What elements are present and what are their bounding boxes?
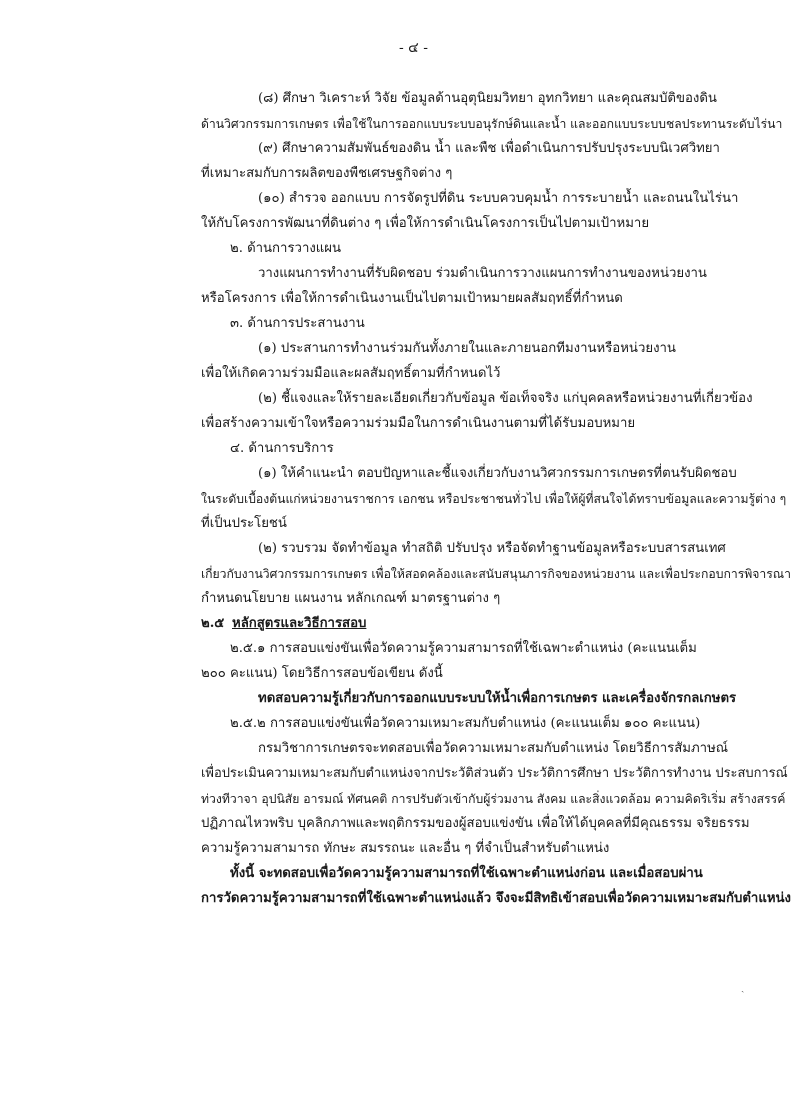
scan-speck: ˏ <box>741 982 745 993</box>
service-item-2-line-2: เกี่ยวกับงานวิศวกรรมการเกษตร เพื่อให้สอดคล้องและสนับสนุนภารกิจของหน่วยงาน และเพื่อประกอบการพิจารณา <box>201 567 791 581</box>
coordination-item-1-line-1: (๑) ประสานการทำงานร่วมกันทั้งภายในและภายนอกทีมงานหรือหน่วยงาน <box>258 341 676 356</box>
item-9-line-1: (๙) ศึกษาความสัมพันธ์ของดิน น้ำ และพืช เพื่อดำเนินการปรับปรุงระบบนิเวศวิทยา <box>258 141 720 156</box>
service-item-1-line-3: ที่เป็นประโยชน์ <box>201 516 287 531</box>
interview-line-2: เพื่อประเมินความเหมาะสมกับตำแหน่งจากประวัติส่วนตัว ประวัติการศึกษา ประวัติการทำงาน ประสบการณ์ <box>201 766 788 781</box>
coordination-item-2-line-2: เพื่อสร้างความเข้าใจหรือความร่วมมือในการดำเนินงานตามที่ได้รับมอบหมาย <box>201 416 636 431</box>
service-item-2-line-1: (๒) รวบรวม จัดทำข้อมูล ทำสถิติ ปรับปรุง หรือจัดทำฐานข้อมูลหรือระบบสารสนเทศ <box>258 541 726 556</box>
coordination-item-2-line-1: (๒) ชี้แจงและให้รายละเอียดเกี่ยวกับข้อมูล ข้อเท็จจริง แก่บุคคลหรือหน่วยงานที่เกี่ยวข้อง <box>258 391 753 406</box>
interview-line-3: ท่วงทีวาจา อุปนิสัย อารมณ์ ทัศนคติ การปรับตัวเข้ากับผู้ร่วมงาน สังคม และสิ่งแวดล้อม ความคิดริเริ่ม สร้างสรรค์ <box>201 792 786 806</box>
interview-line-1: กรมวิชาการเกษตรจะทดสอบเพื่อวัดความเหมาะสมกับตำแหน่ง โดยวิธีการสัมภาษณ์ <box>258 741 729 756</box>
interview-line-4: ปฏิภาณไหวพริบ บุคลิกภาพและพฤติกรรมของผู้สอบแข่งขัน เพื่อให้ได้บุคคลที่มีคุณธรรม จริยธรรม <box>201 816 750 831</box>
item-8-line-1: (๘) ศึกษา วิเคราะห์ วิจัย ข้อมูลด้านอุตุนิยมวิทยา อุทกวิทยา และคุณสมบัติของดิน <box>258 91 717 106</box>
service-item-1-line-1: (๑) ให้คำแนะนำ ตอบปัญหาและชี้แจงเกี่ยวกับงานวิศวกรรมการเกษตรที่ตนรับผิดชอบ <box>258 466 737 481</box>
section-service-heading: ๔. ด้านการบริการ <box>230 441 334 456</box>
service-item-1-line-2: ในระดับเบื้องต้นแก่หน่วยงานราชการ เอกชน หรือประชาชนทั่วไป เพื่อให้ผู้ที่สนใจได้ทราบข้อมูลและความรู้ต่าง ๆ <box>201 492 787 506</box>
section-2-5-title: หลักสูตรและวิธีการสอบ <box>232 616 367 631</box>
service-item-2-line-3: กำหนดนโยบาย แผนงาน หลักเกณฑ์ มาตรฐานต่าง ๆ <box>201 591 501 606</box>
exam-2-5-1-line-1: ๒.๕.๑ การสอบแข่งขันเพื่อวัดความรู้ความสามารถที่ใช้เฉพาะตำแหน่ง (คะแนนเต็ม <box>230 641 697 656</box>
section-coordination-heading: ๓. ด้านการประสานงาน <box>230 316 365 331</box>
item-9-line-2: ที่เหมาะสมกับการผลิตของพืชเศรษฐกิจต่าง ๆ <box>201 166 453 181</box>
note-line-1: ทั้งนี้ จะทดสอบเพื่อวัดความรู้ความสามารถที่ใช้เฉพาะตำแหน่งก่อน และเมื่อสอบผ่าน <box>230 866 703 881</box>
note-line-2: การวัดความรู้ความสามารถที่ใช้เฉพาะตำแหน่งแล้ว จึงจะมีสิทธิเข้าสอบเพื่อวัดความเหมาะสมกับตำแหน่ง <box>201 891 791 906</box>
planning-line-1: วางแผนการทำงานที่รับผิดชอบ ร่วมดำเนินการวางแผนการทำงานของหน่วยงาน <box>258 266 707 281</box>
page-number: - ๔ - <box>399 40 428 56</box>
exam-written-subject: ทดสอบความรู้เกี่ยวกับการออกแบบระบบให้น้ำเพื่อการเกษตร และเครื่องจักรกลเกษตร <box>258 691 737 706</box>
item-10-line-2: ให้กับโครงการพัฒนาที่ดินต่าง ๆ เพื่อให้การดำเนินโครงการเป็นไปตามเป้าหมาย <box>201 216 650 231</box>
exam-2-5-2-heading: ๒.๕.๒ การสอบแข่งขันเพื่อวัดความเหมาะสมกับตำแหน่ง (คะแนนเต็ม ๑๐๐ คะแนน) <box>230 716 701 731</box>
planning-line-2: หรือโครงการ เพื่อให้การดำเนินงานเป็นไปตามเป้าหมายผลสัมฤทธิ์ที่กำหนด <box>201 291 623 306</box>
item-10-line-1: (๑๐) สำรวจ ออกแบบ การจัดรูปที่ดิน ระบบควบคุมน้ำ การระบายน้ำ และถนนในไร่นา <box>258 191 739 206</box>
section-2-5-number: ๒.๕ <box>201 616 225 631</box>
item-8-line-2: ด้านวิศวกรรมการเกษตร เพื่อใช้ในการออกแบบระบบอนุรักษ์ดินและน้ำ และออกแบบระบบชลประทานระดับไร่นา <box>201 117 783 131</box>
exam-2-5-1-line-2: ๒๐๐ คะแนน) โดยวิธีการสอบข้อเขียน ดังนี้ <box>201 666 443 681</box>
interview-line-5: ความรู้ความสามารถ ทักษะ สมรรถนะ และอื่น ๆ ที่จำเป็นสำหรับตำแหน่ง <box>201 841 610 856</box>
coordination-item-1-line-2: เพื่อให้เกิดความร่วมมือและผลสัมฤทธิ์ตามที่กำหนดไว้ <box>201 366 501 381</box>
section-planning-heading: ๒. ด้านการวางแผน <box>230 241 342 256</box>
